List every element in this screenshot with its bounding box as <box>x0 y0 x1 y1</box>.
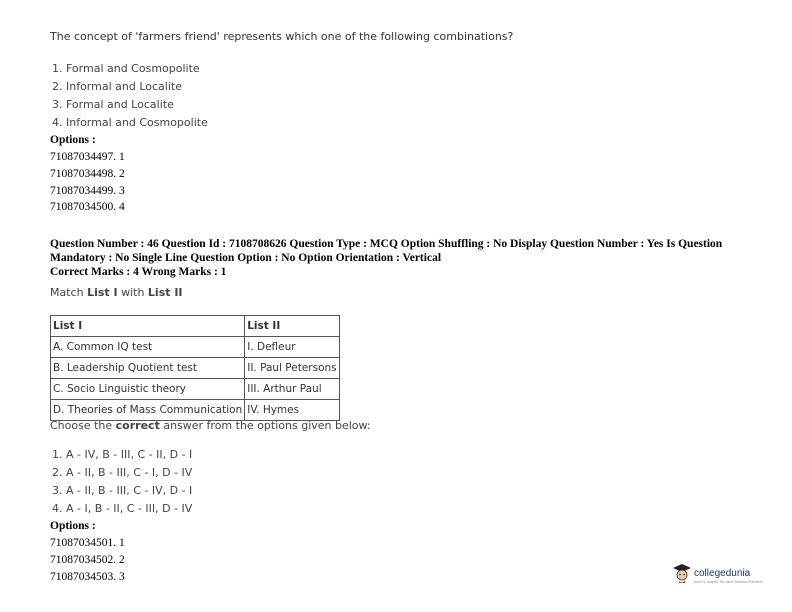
question-meta: Question Number : 46 Question Id : 7108708626 Question Type : MCQ Option Shuffling : No Display Question Number : Yes Is Question Mandatory : No Single Line Question Option : No Option Orientation : Vertical <box>50 238 723 264</box>
choose-instruction <box>50 419 371 432</box>
table-cell: IV. Hymes <box>245 400 339 421</box>
marks-line: Correct Marks : 4 Wrong Marks : 1 <box>50 266 227 278</box>
match-table <box>50 315 340 421</box>
question-text: The concept of 'farmers friend' represents which one of the following combinations? <box>50 30 514 43</box>
option-code-list <box>50 535 125 585</box>
table-header-row <box>51 316 340 337</box>
table-cell: C. Socio Linguistic theory <box>51 379 245 400</box>
match-prefix: Match <box>50 286 88 299</box>
choice-item: 1. A - IV, B - III, C - II, D - I <box>52 448 193 461</box>
table-cell: A. Common IQ test <box>51 337 245 358</box>
table-header: List II <box>245 316 339 337</box>
table-cell: II. Paul Petersons <box>245 358 339 379</box>
brand-logo <box>672 561 763 584</box>
choice-item: 4. A - I, B - II, C - III, D - IV <box>52 502 193 515</box>
table-cell: I. Defleur <box>245 337 339 358</box>
table-cell: D. Theories of Mass Communication <box>51 400 245 421</box>
graduate-mascot-icon <box>672 562 692 584</box>
match-with: with <box>117 286 148 299</box>
option-code: 71087034498. 2 <box>50 167 125 180</box>
choice-item: 1. Formal and Cosmopolite <box>52 62 200 75</box>
option-code: 71087034502. 2 <box>50 553 125 566</box>
choice-list <box>52 446 192 518</box>
table-header: List I <box>51 316 245 337</box>
choice-item: 4. Informal and Cosmopolite <box>52 116 208 129</box>
option-code: 71087034503. 3 <box>50 570 125 583</box>
option-code: 71087034497. 1 <box>50 151 125 163</box>
option-code: 71087034501. 1 <box>50 537 125 549</box>
logo-tagline: India's largest Student Review Platform <box>694 580 763 584</box>
option-code-list <box>50 149 125 216</box>
option-code: 71087034500. 4 <box>50 201 125 214</box>
list1-ref: List I <box>87 286 118 299</box>
choice-item: 3. Formal and Localite <box>52 98 174 111</box>
choose-bold: correct <box>115 419 160 432</box>
option-code: 71087034499. 3 <box>50 184 125 197</box>
table-row <box>51 337 340 358</box>
table-cell: III. Arthur Paul <box>245 379 339 400</box>
choice-item: 2. A - II, B - III, C - I, D - IV <box>52 466 193 479</box>
table-row <box>51 358 340 379</box>
options-label: Options : <box>50 520 96 532</box>
choice-list <box>52 60 208 132</box>
choose-prefix: Choose the <box>50 419 116 432</box>
options-label: Options : <box>50 134 96 146</box>
table-cell: B. Leadership Quotient test <box>51 358 245 379</box>
choice-item: 3. A - II, B - III, C - IV, D - I <box>52 484 193 497</box>
choose-suffix: answer from the options given below: <box>159 419 371 432</box>
choice-item: 2. Informal and Localite <box>52 80 182 93</box>
match-instruction <box>50 286 183 299</box>
table-row <box>51 379 340 400</box>
table-row <box>51 400 340 421</box>
list2-ref: List II <box>147 286 183 299</box>
logo-wordmark: collegedunia <box>694 568 751 579</box>
